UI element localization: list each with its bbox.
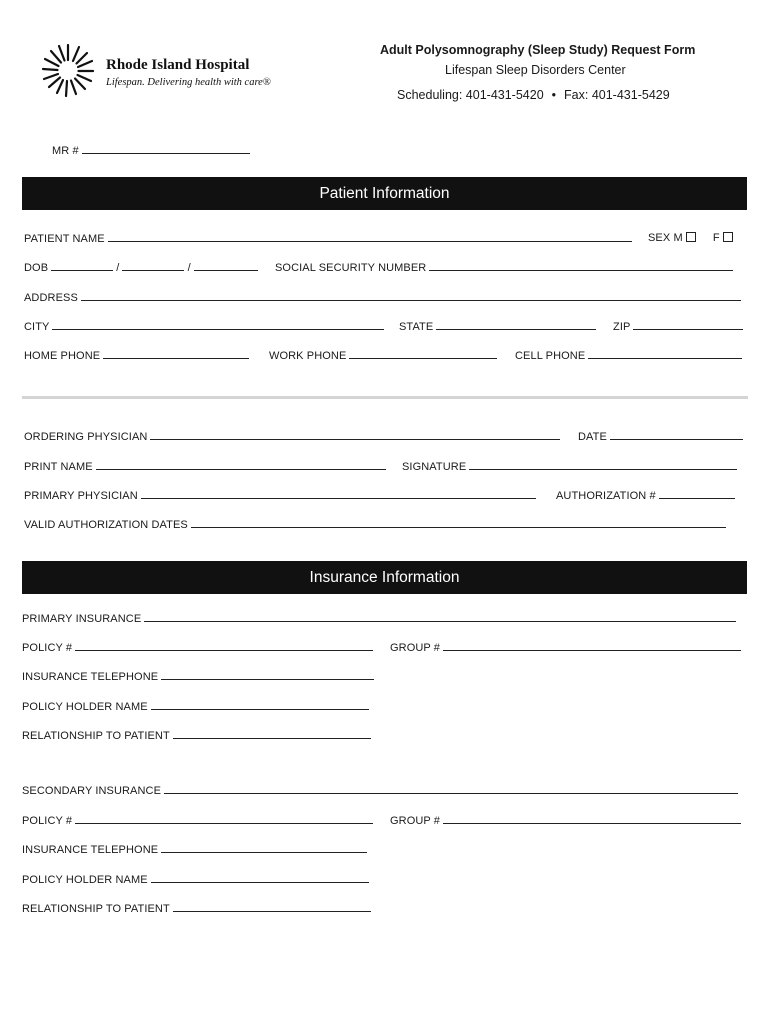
secondary-group-field[interactable]: [390, 814, 741, 827]
primary-insurance-telephone-label: INSURANCE TELEPHONE: [22, 671, 159, 683]
secondary-policy-holder-field[interactable]: [22, 873, 369, 886]
secondary-insurance-telephone-line[interactable]: [161, 843, 367, 853]
sex-f-label: F: [712, 232, 720, 244]
address-field[interactable]: [24, 291, 741, 304]
authorization-label: AUTHORIZATION #: [556, 490, 656, 502]
secondary-relationship-line[interactable]: [173, 902, 371, 912]
state-field[interactable]: [399, 320, 596, 333]
fax-number: Fax: 401-431-5429: [564, 88, 670, 102]
sex-m-label: M: [673, 232, 683, 244]
patient-information-heading: Patient Information: [22, 177, 747, 210]
signature-label: SIGNATURE: [402, 461, 467, 473]
zip-field[interactable]: [613, 320, 743, 333]
section-divider: [22, 396, 748, 399]
primary-policy-field[interactable]: [22, 641, 373, 654]
ordering-physician-line[interactable]: [150, 430, 560, 440]
secondary-insurance-telephone-label: INSURANCE TELEPHONE: [22, 844, 159, 856]
secondary-insurance-field[interactable]: [22, 784, 738, 797]
primary-policy-holder-field[interactable]: [22, 700, 369, 713]
secondary-group-label: GROUP #: [390, 815, 441, 827]
primary-insurance-field[interactable]: [22, 612, 736, 625]
primary-relationship-label: RELATIONSHIP TO PATIENT: [22, 730, 170, 742]
ordering-physician-label: ORDERING PHYSICIAN: [24, 431, 148, 443]
form-title: Adult Polysomnography (Sleep Study) Request Form: [380, 43, 696, 57]
secondary-policy-label: POLICY #: [22, 815, 73, 827]
city-line[interactable]: [52, 320, 384, 330]
center-name: Lifespan Sleep Disorders Center: [445, 63, 626, 77]
secondary-group-line[interactable]: [443, 814, 741, 824]
primary-physician-line[interactable]: [141, 489, 536, 499]
ssn-label: SOCIAL SECURITY NUMBER: [275, 262, 427, 274]
date-label: DATE: [578, 431, 607, 443]
patient-name-line[interactable]: [108, 232, 632, 242]
secondary-policy-holder-label: POLICY HOLDER NAME: [22, 874, 148, 886]
contact-separator: •: [551, 88, 557, 102]
dob-field[interactable]: [24, 261, 258, 274]
zip-label: ZIP: [613, 321, 631, 333]
ordering-physician-field[interactable]: [24, 430, 560, 443]
mr-number-field[interactable]: [52, 144, 250, 157]
insurance-information-heading: Insurance Information: [22, 561, 747, 594]
cell-phone-line[interactable]: [588, 349, 742, 359]
primary-insurance-telephone-field[interactable]: [22, 670, 374, 683]
print-name-field[interactable]: [24, 460, 386, 473]
ssn-line[interactable]: [429, 261, 733, 271]
dob-label: DOB: [24, 262, 49, 274]
primary-physician-label: PRIMARY PHYSICIAN: [24, 490, 138, 502]
primary-policy-line[interactable]: [75, 641, 373, 651]
mr-number-line[interactable]: [82, 144, 250, 154]
home-phone-line[interactable]: [103, 349, 249, 359]
primary-physician-field[interactable]: [24, 489, 536, 502]
secondary-policy-field[interactable]: [22, 814, 373, 827]
state-label: STATE: [399, 321, 434, 333]
dob-day-line[interactable]: [122, 261, 184, 271]
cell-phone-field[interactable]: [515, 349, 742, 362]
sex-f-checkbox[interactable]: [723, 232, 733, 242]
ssn-field[interactable]: [275, 261, 733, 274]
primary-group-line[interactable]: [443, 641, 741, 651]
sex-label: SEX: [648, 232, 671, 244]
date-field[interactable]: [578, 430, 743, 443]
hospital-logo-sunburst-icon: [40, 42, 96, 98]
zip-line[interactable]: [633, 320, 743, 330]
date-line[interactable]: [610, 430, 743, 440]
dob-year-line[interactable]: [194, 261, 258, 271]
home-phone-label: HOME PHONE: [24, 350, 101, 362]
secondary-insurance-telephone-field[interactable]: [22, 843, 367, 856]
primary-insurance-line[interactable]: [144, 612, 736, 622]
patient-name-label: PATIENT NAME: [24, 233, 105, 245]
secondary-insurance-line[interactable]: [164, 784, 738, 794]
address-line[interactable]: [81, 291, 741, 301]
secondary-policy-line[interactable]: [75, 814, 373, 824]
valid-authorization-dates-line[interactable]: [191, 518, 726, 528]
patient-name-field[interactable]: [24, 232, 632, 245]
organization-name: Rhode Island Hospital: [106, 57, 250, 73]
primary-policy-holder-line[interactable]: [151, 700, 369, 710]
primary-relationship-line[interactable]: [173, 729, 371, 739]
secondary-insurance-label: SECONDARY INSURANCE: [22, 785, 162, 797]
dob-separator: /: [187, 262, 191, 274]
work-phone-line[interactable]: [349, 349, 497, 359]
primary-group-field[interactable]: [390, 641, 741, 654]
dob-month-line[interactable]: [51, 261, 113, 271]
signature-field[interactable]: [402, 460, 737, 473]
primary-insurance-telephone-line[interactable]: [161, 670, 374, 680]
secondary-relationship-label: RELATIONSHIP TO PATIENT: [22, 903, 170, 915]
address-label: ADDRESS: [24, 292, 78, 304]
sex-field: [648, 232, 733, 244]
primary-group-label: GROUP #: [390, 642, 441, 654]
authorization-line[interactable]: [659, 489, 735, 499]
contact-line: [397, 88, 670, 102]
cell-phone-label: CELL PHONE: [515, 350, 586, 362]
city-label: CITY: [24, 321, 50, 333]
work-phone-field[interactable]: [269, 349, 497, 362]
valid-authorization-dates-label: VALID AUTHORIZATION DATES: [24, 519, 188, 531]
city-field[interactable]: [24, 320, 384, 333]
home-phone-field[interactable]: [24, 349, 249, 362]
sex-m-checkbox[interactable]: [686, 232, 696, 242]
secondary-relationship-field[interactable]: [22, 902, 371, 915]
signature-line[interactable]: [469, 460, 737, 470]
state-line[interactable]: [436, 320, 596, 330]
secondary-policy-holder-line[interactable]: [151, 873, 369, 883]
primary-policy-holder-label: POLICY HOLDER NAME: [22, 701, 148, 713]
print-name-label: PRINT NAME: [24, 461, 93, 473]
primary-relationship-field[interactable]: [22, 729, 371, 742]
organization-tagline: Lifespan. Delivering health with care®: [106, 77, 271, 88]
dob-separator: /: [116, 262, 120, 274]
work-phone-label: WORK PHONE: [269, 350, 347, 362]
valid-authorization-dates-field[interactable]: [24, 518, 726, 531]
primary-policy-label: POLICY #: [22, 642, 73, 654]
mr-number-label: MR #: [52, 145, 79, 157]
authorization-field[interactable]: [556, 489, 735, 502]
primary-insurance-label: PRIMARY INSURANCE: [22, 613, 142, 625]
print-name-line[interactable]: [96, 460, 386, 470]
scheduling-phone: Scheduling: 401-431-5420: [397, 88, 544, 102]
